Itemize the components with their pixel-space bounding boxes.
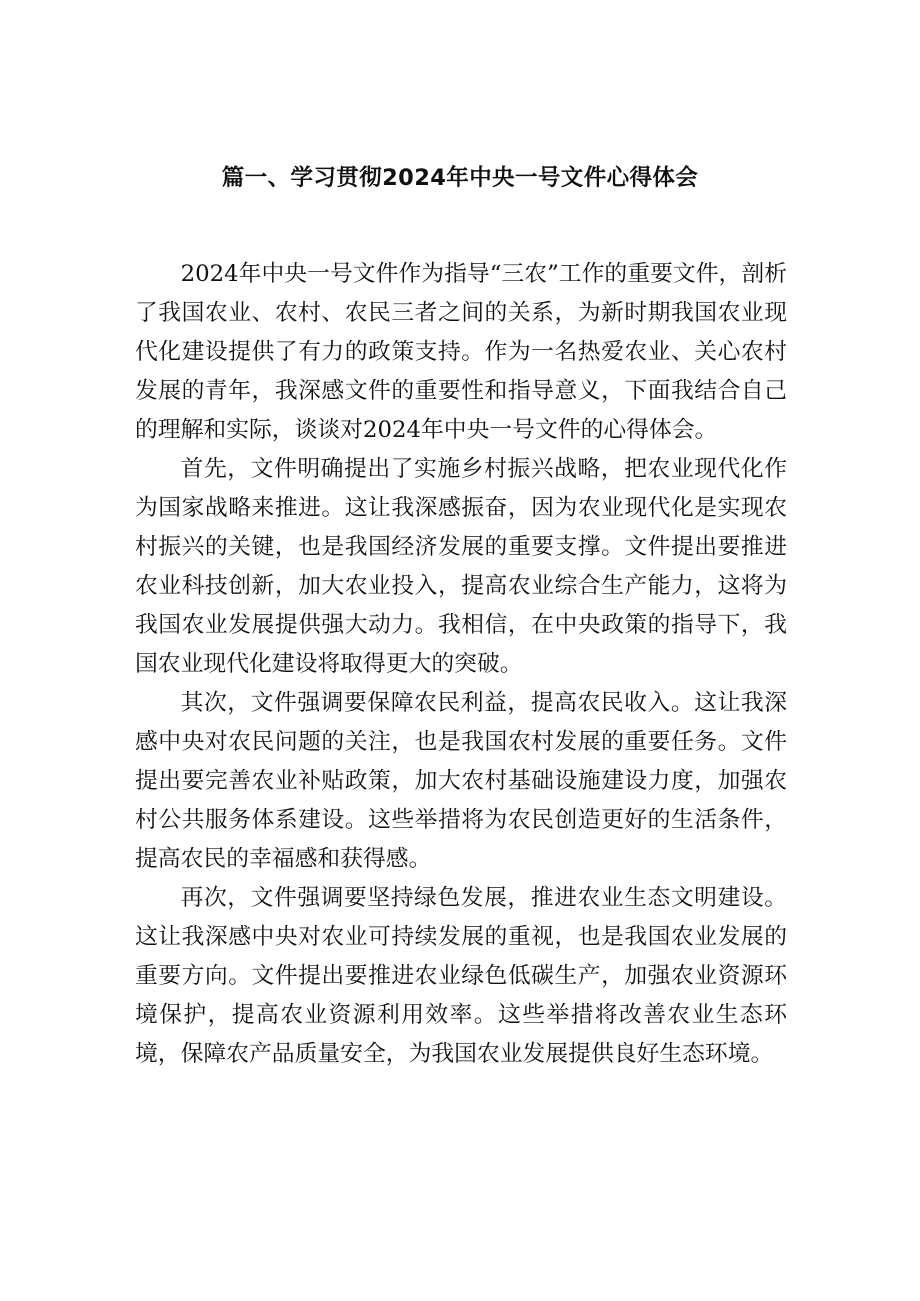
paragraph-first-point: 首先，文件明确提出了实施乡村振兴战略，把农业现代化作为国家战略来推进。这让我深感振奋，因为农业现代化是实现农村振兴的关键，也是我国经济发展的重要支撑。文件提出要推进农业科技创新，加大农业投入，提高农业综合生产能力，这将为我国农业发展提供强大动力。我相信，在中央政策的指导下，我国农业现代化建设将取得更大的突破。 [135,456,787,677]
document-title: 篇一、学习贯彻2024年中央一号文件心得体会 [221,165,699,191]
document-body [135,255,787,1074]
paragraph-intro: 2024年中央一号文件作为指导“三农”工作的重要文件，剖析了我国农业、农村、农民三者之间的关系，为新时期我国农业现代化建设提供了有力的政策支持。作为一名热爱农业、关心农村发展的青年，我深感文件的重要性和指导意义，下面我结合自己的理解和实际，谈谈对2024年中央一号文件的心得体会。 [135,261,787,443]
paragraph-third-point: 再次，文件强调要坚持绿色发展，推进农业生态文明建设。这让我深感中央对农业可持续发展的重视，也是我国农业发展的重要方向。文件提出要推进农业绿色低碳生产，加强农业资源环境保护，提高农业资源利用效率。这些举措将改善农业生态环境，保障农产品质量安全，为我国农业发展提供良好生态环境。 [135,885,787,1067]
paragraph-second-point: 其次，文件强调要保障农民利益，提高农民收入。这让我深感中央对农民问题的关注，也是我国农村发展的重要任务。文件提出要完善农业补贴政策，加大农村基础设施建设力度，加强农村公共服务体系建设。这些举措将为农民创造更好的生活条件，提高农民的幸福感和获得感。 [135,690,787,872]
